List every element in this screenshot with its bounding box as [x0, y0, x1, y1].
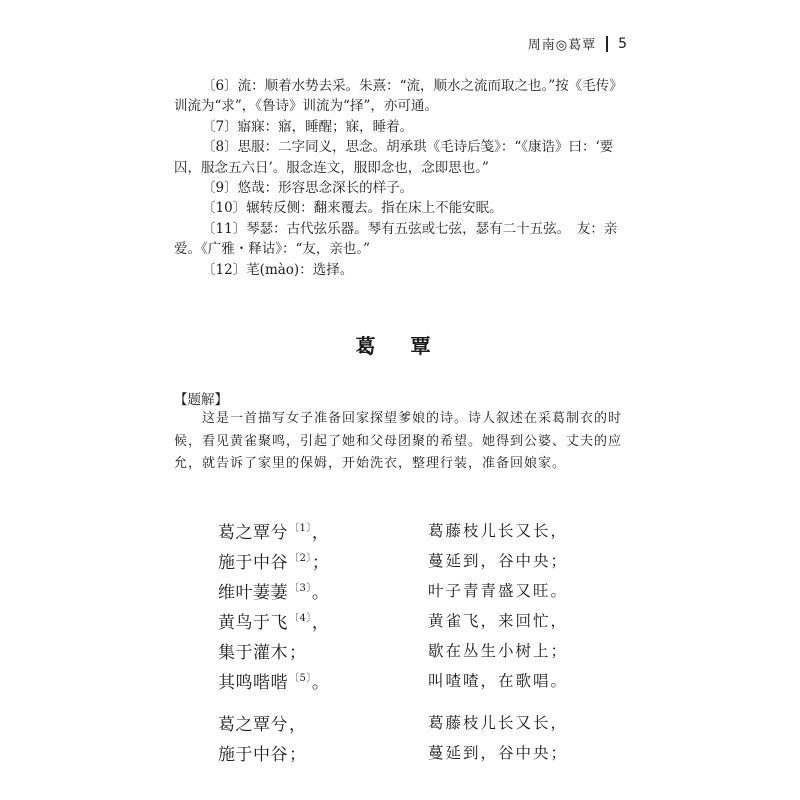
poem-line [218, 545, 618, 575]
footnote: 〔7〕寤寐：寤，睡醒；寐，睡着。 [202, 118, 414, 135]
footnote: 〔9〕悠哉：形容思念深长的样子。 [202, 180, 414, 197]
poem-stanza-1 [218, 515, 618, 695]
poem-line [218, 707, 618, 737]
translation-line: 葛藤枝儿长又长， [428, 714, 569, 732]
footnote-marker: 〔3〕 [289, 582, 312, 594]
footnote: 〔6〕流：顺着水势去采。朱熹：“流，顺水之流而取之也。”按《毛传》训流为“求”，《鲁诗》训流为“择”，亦可通。 [174, 78, 623, 115]
footnote-marker: 〔1〕 [289, 522, 312, 534]
original-line: 黄鸟于飞$^{〔4〕}$， [218, 612, 330, 633]
poem-line [218, 575, 618, 605]
footnote-marker: 〔2〕 [289, 552, 312, 564]
translation-line: 蔓延到，谷中央； [428, 552, 569, 570]
original-line: 葛之覃兮， [218, 714, 307, 735]
running-title: 周南◎葛覃 [527, 38, 597, 53]
footnotes [174, 76, 634, 280]
poem-line [218, 737, 618, 767]
intro-label: 【题解】 [174, 392, 228, 408]
translation-line: 葛藤枝儿长又长， [428, 522, 569, 540]
poem-line [218, 665, 618, 695]
original-line: 集于灌木； [218, 642, 307, 663]
translation-line: 叶子青青盛又旺。 [428, 582, 569, 600]
poem-stanza-2 [218, 707, 618, 767]
original-line: 施于中谷$^{〔2〕}$； [218, 552, 330, 573]
poem-line [218, 515, 618, 545]
footnote-marker: 〔4〕 [289, 612, 312, 624]
header-divider [606, 36, 608, 52]
original-line: 葛之覃兮$^{〔1〕}$， [218, 522, 330, 543]
poem-line [218, 635, 618, 665]
footnote: 〔8〕思服：二字同义，思念。胡承珙《毛诗后笺》：“《康诰》曰：‘要囚，服念五六日’。服念连文，服即念也，念即思也。” [174, 139, 614, 176]
footnote-marker: 〔5〕 [289, 672, 312, 684]
translation-line: 歇在丛生小树上； [428, 642, 569, 660]
original-line: 维叶萋萋$^{〔3〕}$。 [218, 582, 330, 603]
original-line: 施于中谷； [218, 744, 307, 765]
poem-line [218, 605, 618, 635]
footnote: 〔12〕芼(mào)：选择。 [202, 261, 354, 278]
original-line: 其鸣喈喈$^{〔5〕}$。 [218, 672, 330, 693]
footnote: 〔11〕琴瑟：古代弦乐器。琴有五弦或七弦，瑟有二十五弦。 友：亲爱。《广雅・释诂》：“友，亲也。” [174, 220, 618, 258]
running-header [528, 34, 628, 53]
poem-title: 葛 覃 [355, 334, 445, 358]
translation-line: 蔓延到，谷中央； [428, 744, 569, 762]
intro-text: 这是一首描写女子准备回家探望爹娘的诗。诗人叙述在采葛制衣的时候，看见黄雀聚鸣，引起了她和父母团聚的希望。她得到公婆、丈夫的应允，就告诉了家里的保姆，开始洗衣，整理行装，准备回娘家。 [174, 411, 623, 471]
translation-line: 黄雀飞，来回忙， [428, 612, 569, 630]
footnote: 〔10〕辗转反侧：翻来覆去。指在床上不能安眠。 [202, 200, 503, 217]
page-number: 5 [618, 35, 628, 52]
translation-line: 叫喳喳，在歌唱。 [428, 672, 569, 690]
